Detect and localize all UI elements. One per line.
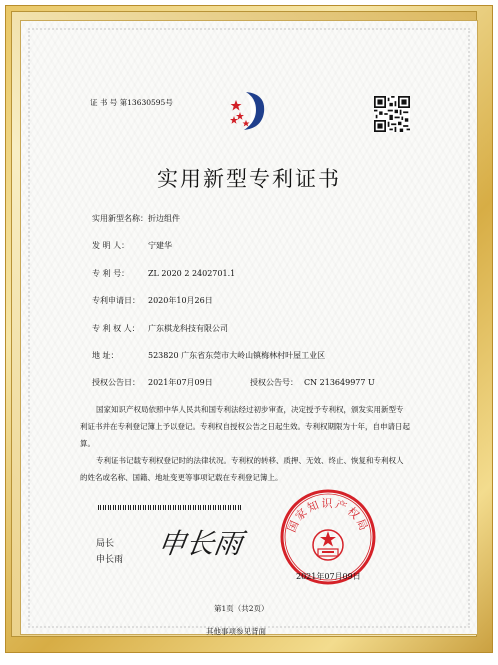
field-label: 授权公告日：: [92, 378, 140, 387]
director-name: 申长雨: [96, 555, 124, 565]
field-label: 实用新型名称：: [92, 214, 148, 223]
qr-code: [374, 96, 410, 132]
address: 523820 广东省东莞市大岭山镇梅林村叶屋工业区: [148, 351, 326, 360]
patent-number: ZL 2020 2 2402701.1: [148, 269, 236, 278]
field-label: 专利申请日：: [92, 296, 140, 305]
seal-date: 2021年07月09日: [296, 572, 361, 581]
utility-model-name: 折边组件: [148, 214, 180, 223]
field-label: 地 址：: [92, 351, 119, 360]
application-date: 2020年10月26日: [148, 296, 213, 305]
page-indicator: 第1页（共2页）: [214, 604, 269, 613]
field-label: 发 明 人：: [92, 241, 130, 250]
inventor: 宁建华: [148, 241, 172, 250]
footer-note: 其他事项参见背面: [206, 627, 266, 636]
director-title: 局长: [96, 539, 115, 549]
certificate-number: 证 书 号 第13630595号: [90, 98, 173, 107]
grant-number: CN 213649977 U: [304, 378, 375, 387]
body-paragraph-2: 专利证书记载专利权登记时的法律状况。专利权的转移、质押、无效、终止、恢复和专利权人的姓名或名称、国籍、地址变更等事项记载在专利登记簿上。: [80, 456, 404, 482]
grant-date: 2021年07月09日: [148, 378, 213, 387]
field-label: 专 利 号：: [92, 269, 130, 278]
field-label: 授权公告号：: [250, 378, 298, 387]
patentee: 广东棋龙科技有限公司: [148, 324, 228, 333]
barcode-strip: [98, 505, 243, 510]
field-label: 专 利 权 人：: [92, 324, 140, 333]
patent-office-logo: [226, 88, 272, 134]
seal-text: 国家知识产权局: [285, 497, 371, 535]
certificate-title: 实用新型专利证书: [157, 167, 341, 191]
director-signature: 申长雨: [155, 527, 245, 560]
body-paragraph-1: 国家知识产权局依照中华人民共和国专利法经过初步审查，决定授予专利权，颁发实用新型专利证书并在专利登记簿上予以登记。专利权自授权公告之日起生效。专利权期限为十年，自申请日起算。: [80, 405, 410, 448]
